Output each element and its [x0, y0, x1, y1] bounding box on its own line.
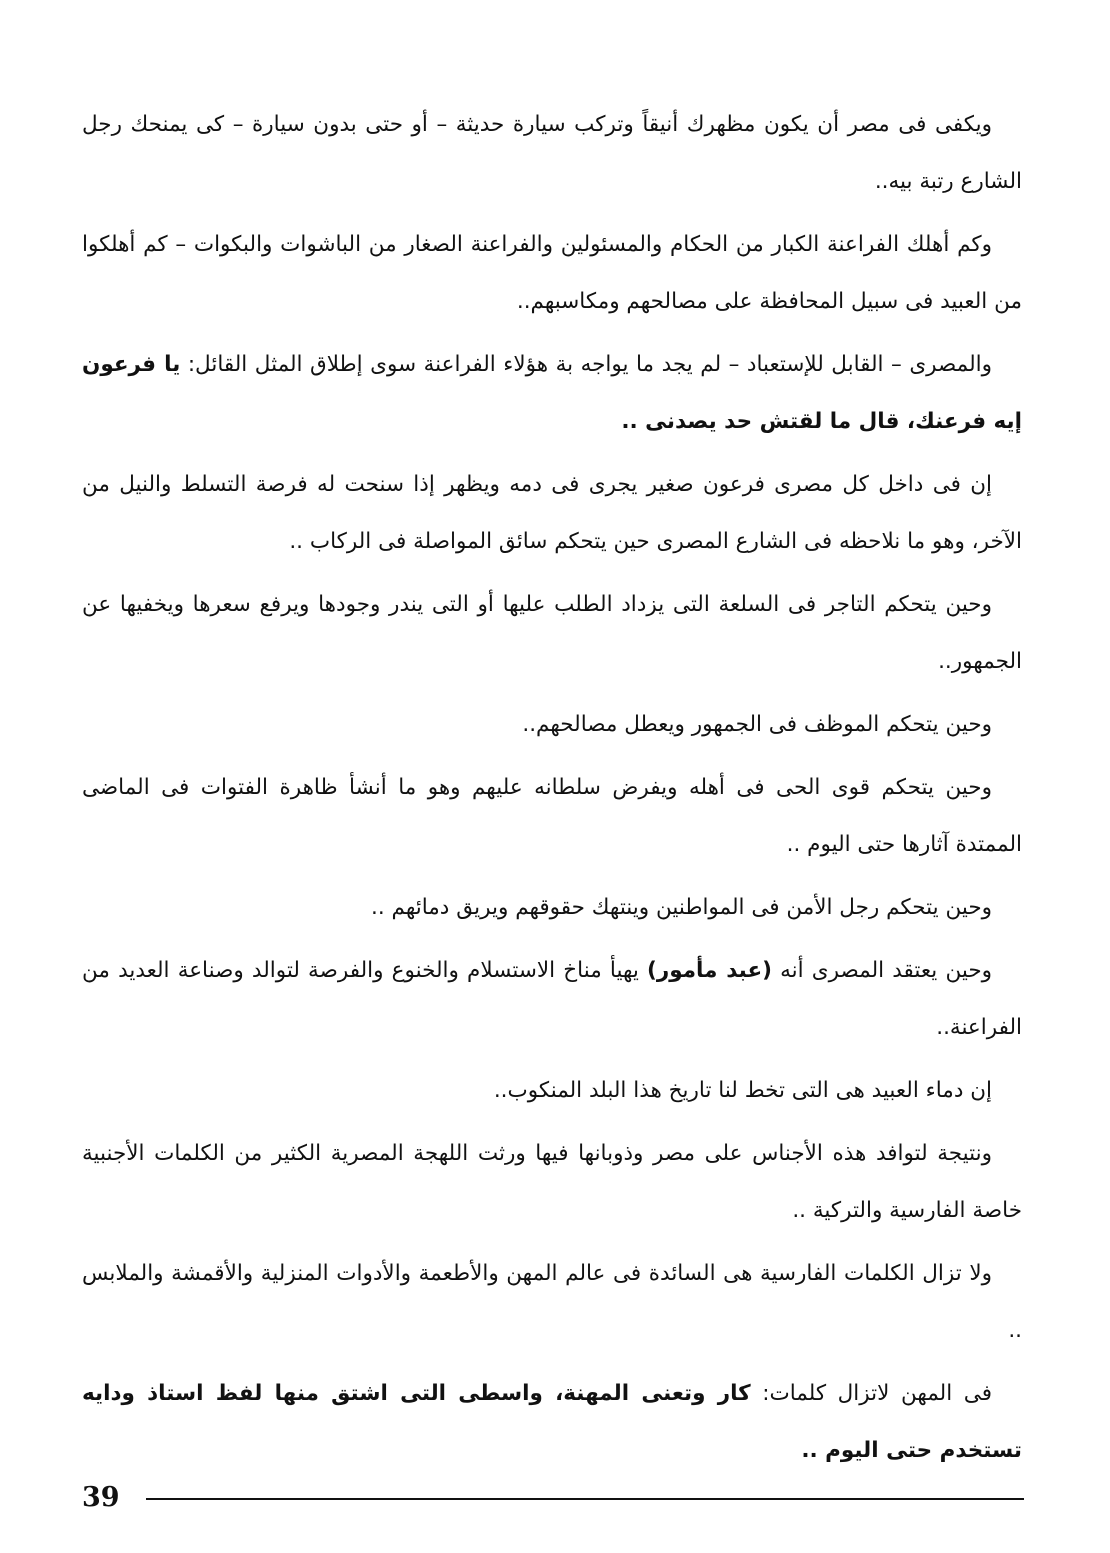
footer-rule [146, 1498, 1024, 1500]
paragraph-1: ويكفى فى مصر أن يكون مظهرك أنيقاً وتركب سيارة حديثة – أو حتى بدون سيارة – كى يمنحك رجل الشارع رتبة بيه.. [82, 112, 1022, 194]
paragraph-9: وحين يعتقد المصرى أنه (عبد مأمور) يهيأ مناخ الاستسلام والخنوع والفرصة لتوالد وصناعة العديد من الفراعنة.. [82, 958, 1022, 1040]
paragraph-6: وحين يتحكم الموظف فى الجمهور ويعطل مصالحهم.. [522, 712, 992, 737]
paragraph-10: إن دماء العبيد هى التى تخط لنا تاريخ هذا البلد المنكوب.. [493, 1078, 992, 1103]
page-footer [82, 1478, 1024, 1518]
paragraph-3: والمصرى – القابل للإستعباد – لم يجد ما يواجه بة هؤلاء الفراعنة سوى إطلاق المثل القائل: يا فرعون إيه فرعنك، قال ما لقتش حد يصدنى .. [82, 352, 1022, 434]
paragraph-13: فى المهن لاتزال كلمات: كار وتعنى المهنة، واسطى التى اشتق منها لفظ استاذ ودايه تستخدم حتى اليوم .. [82, 1381, 1022, 1463]
paragraph-7: وحين يتحكم قوى الحى فى أهله ويفرض سلطانه عليهم وهو ما أنشأ ظاهرة الفتوات فى الماضى الممتدة آثارها حتى اليوم .. [82, 775, 1022, 857]
bold-words: كار وتعنى المهنة، واسطى التى اشتق منها لفظ استاذ ودايه تستخدم حتى اليوم .. [82, 1381, 1022, 1463]
paragraph-12: ولا تزال الكلمات الفارسية هى السائدة فى عالم المهن والأطعمة والأدوات المنزلية والأقمشة والملابس .. [82, 1261, 1022, 1343]
paragraph-11: ونتيجة لتوافد هذه الأجناس على مصر وذوبانها فيها ورثت اللهجة المصرية الكثير من الكلمات الأجنبية خاصة الفارسية والتركية .. [82, 1141, 1022, 1223]
page-body [82, 96, 1022, 1485]
page-number: 39 [82, 1482, 120, 1513]
paragraph-2: وكم أهلك الفراعنة الكبار من الحكام والمسئولين والفراعنة الصغار من الباشوات والبكوات – كم أهلكوا من العبيد فى سبيل المحافظة على مصالحهم ومكاسبهم.. [82, 232, 1022, 314]
bold-proverb: يا فرعون إيه فرعنك، قال ما لقتش حد يصدنى .. [82, 352, 1022, 434]
bold-phrase: (عبد مأمور) [647, 958, 772, 983]
paragraph-8: وحين يتحكم رجل الأمن فى المواطنين وينتهك حقوقهم ويريق دمائهم .. [371, 895, 992, 920]
paragraph-5: وحين يتحكم التاجر فى السلعة التى يزداد الطلب عليها أو التى يندر وجودها ويرفع سعرها ويخفيها عن الجمهور.. [82, 592, 1022, 674]
paragraph-4: إن فى داخل كل مصرى فرعون صغير يجرى فى دمه ويظهر إذا سنحت له فرصة التسلط والنيل من الآخر، وهو ما نلاحظه فى الشارع المصرى حين يتحكم سائق المواصلة فى الركاب .. [82, 472, 1022, 554]
